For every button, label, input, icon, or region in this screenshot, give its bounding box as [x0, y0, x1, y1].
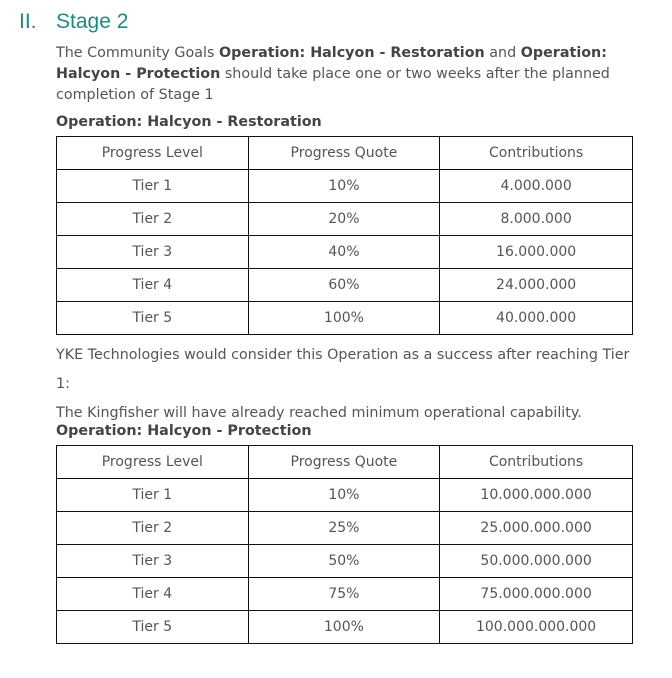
- contribution-cell: 40.000.000: [440, 302, 633, 335]
- restoration-table: [56, 136, 633, 335]
- table-row: [57, 611, 633, 644]
- quote-cell: 25%: [248, 512, 440, 545]
- intro-text-3: should take place one or two weeks after the planned completion of Stage 1: [56, 66, 610, 103]
- table-row: [57, 512, 633, 545]
- header-cell: Progress Quote: [248, 137, 440, 170]
- table-row: [57, 545, 633, 578]
- quote-cell: 50%: [248, 545, 440, 578]
- header-cell: Progress Quote: [248, 446, 440, 479]
- table-row: [57, 302, 633, 335]
- quote-cell: 10%: [248, 170, 440, 203]
- header-cell: Contributions: [440, 446, 633, 479]
- note-line-2: The Kingfisher will have already reached minimum operational capability.: [56, 405, 582, 421]
- intro-text-1: The Community Goals: [56, 45, 219, 61]
- table-header-row: [57, 137, 633, 170]
- section-heading: [19, 10, 128, 34]
- tier-cell: Tier 2: [57, 203, 249, 236]
- success-note: [56, 341, 646, 428]
- tier-cell: Tier 1: [57, 170, 249, 203]
- contribution-cell: 16.000.000: [440, 236, 633, 269]
- tier-cell: Tier 4: [57, 269, 249, 302]
- contribution-cell: 100.000.000.000: [440, 611, 633, 644]
- table-header-row: [57, 446, 633, 479]
- contribution-cell: 4.000.000: [440, 170, 633, 203]
- tier-cell: Tier 2: [57, 512, 249, 545]
- table-row: [57, 578, 633, 611]
- table-row: [57, 236, 633, 269]
- tier-cell: Tier 5: [57, 302, 249, 335]
- quote-cell: 10%: [248, 479, 440, 512]
- intro-bold-protection: Operation: Halcyon - Protection: [56, 45, 607, 82]
- header-cell: Progress Level: [57, 137, 249, 170]
- contribution-cell: 50.000.000.000: [440, 545, 633, 578]
- table-row: [57, 479, 633, 512]
- tier-cell: Tier 4: [57, 578, 249, 611]
- note-line-1: YKE Technologies would consider this Operation as a success after reaching Tier 1:: [56, 347, 630, 392]
- intro-bold-restoration: Operation: Halcyon - Restoration: [218, 45, 485, 61]
- table-row: [57, 269, 633, 302]
- quote-cell: 75%: [248, 578, 440, 611]
- section-number: II.: [19, 10, 37, 33]
- restoration-table-title: Operation: Halcyon - Restoration: [56, 114, 322, 130]
- tier-cell: Tier 1: [57, 479, 249, 512]
- quote-cell: 100%: [248, 611, 440, 644]
- quote-cell: 40%: [248, 236, 440, 269]
- contribution-cell: 75.000.000.000: [440, 578, 633, 611]
- quote-cell: 60%: [248, 269, 440, 302]
- tier-cell: Tier 3: [57, 236, 249, 269]
- contribution-cell: 10.000.000.000: [440, 479, 633, 512]
- header-cell: Contributions: [440, 137, 633, 170]
- contribution-cell: 25.000.000.000: [440, 512, 633, 545]
- intro-paragraph: [56, 43, 646, 106]
- contribution-cell: 8.000.000: [440, 203, 633, 236]
- protection-table-title: Operation: Halcyon - Protection: [56, 423, 312, 439]
- table-row: [57, 170, 633, 203]
- header-cell: Progress Level: [57, 446, 249, 479]
- contribution-cell: 24.000.000: [440, 269, 633, 302]
- table-row: [57, 203, 633, 236]
- tier-cell: Tier 5: [57, 611, 249, 644]
- protection-table: [56, 445, 633, 644]
- section-title: Stage 2: [56, 10, 129, 33]
- intro-text-2: and: [484, 45, 521, 61]
- tier-cell: Tier 3: [57, 545, 249, 578]
- quote-cell: 100%: [248, 302, 440, 335]
- quote-cell: 20%: [248, 203, 440, 236]
